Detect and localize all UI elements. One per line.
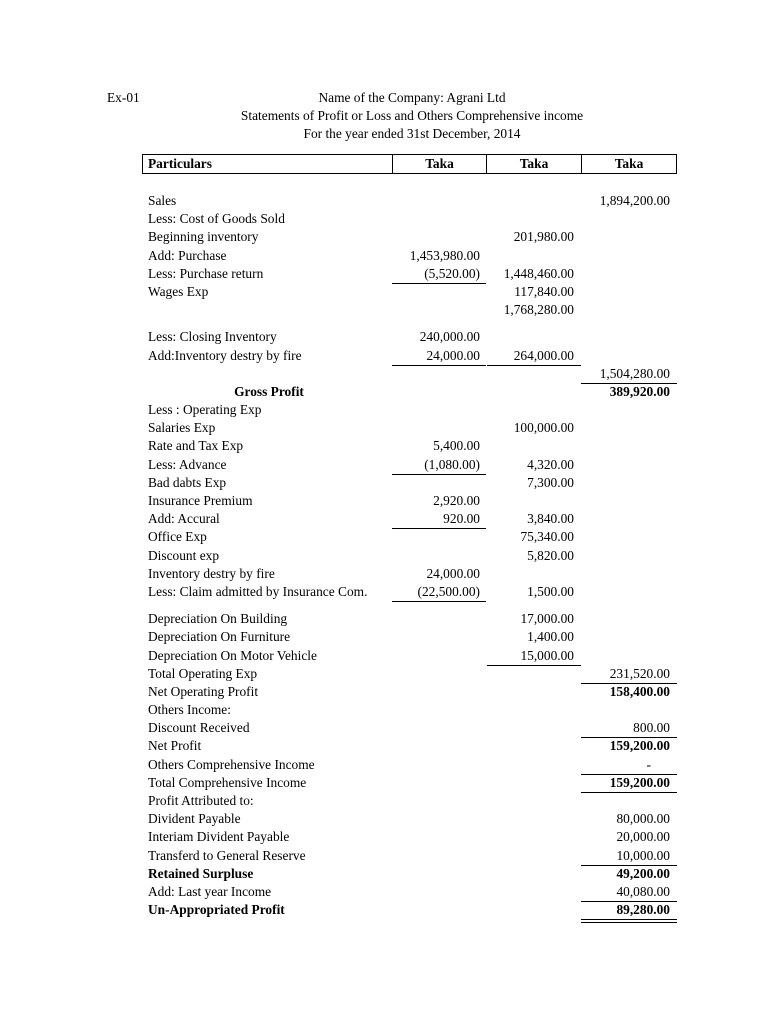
- statement-row: [0, 283, 768, 301]
- statement-row: [0, 647, 768, 665]
- column-header-particulars: Particulars: [142, 154, 393, 174]
- row-label: Office Exp: [148, 529, 207, 545]
- row-value: 117,840.00: [514, 283, 574, 299]
- row-value: 201,980.00: [513, 229, 574, 245]
- row-label: Depreciation On Furniture: [148, 629, 291, 645]
- statement-row: [0, 610, 768, 628]
- statement-row: [0, 510, 768, 528]
- row-value: 20,000.00: [616, 829, 670, 845]
- row-value: 89,280.00: [616, 902, 670, 918]
- statement-row: [0, 792, 768, 810]
- statement-row: [0, 547, 768, 565]
- row-label: Depreciation On Motor Vehicle: [148, 647, 317, 663]
- row-value: 49,200.00: [616, 865, 670, 881]
- row-value: 1,448,460.00: [503, 265, 574, 281]
- statement-row: [0, 492, 768, 510]
- statement-row: [0, 328, 768, 346]
- row-value: (1,080.00): [424, 456, 480, 472]
- statement-row: [0, 528, 768, 546]
- double-rule: [581, 919, 677, 923]
- statement-row: [0, 347, 768, 365]
- row-label: Profit Attributed to:: [148, 793, 254, 808]
- row-label: Less : Operating Exp: [148, 402, 262, 418]
- row-value: 158,400.00: [609, 683, 670, 699]
- row-label: Less: Purchase return: [148, 265, 264, 281]
- statement-row: [0, 210, 768, 228]
- row-value: 75,340.00: [520, 529, 574, 545]
- row-value: -: [646, 756, 651, 772]
- statement-row: [0, 401, 768, 419]
- row-value: 5,400.00: [433, 438, 480, 454]
- row-label: Gross Profit: [234, 383, 304, 399]
- statement-row: [0, 683, 768, 701]
- row-label: Less: Advance: [148, 456, 227, 472]
- row-label: Total Comprehensive Income: [148, 774, 307, 790]
- statement-row: [0, 419, 768, 437]
- row-value: 1,400.00: [527, 629, 574, 645]
- row-value: 159,200.00: [609, 774, 670, 790]
- row-value: 1,504,280.00: [599, 365, 670, 381]
- row-value: 100,000.00: [513, 420, 574, 436]
- row-label: Less: Cost of Goods Sold: [148, 211, 285, 227]
- exercise-label: Ex-01: [107, 90, 140, 105]
- company-name: Name of the Company: Agrani Ltd: [318, 90, 506, 105]
- row-value: 15,000.00: [520, 647, 574, 663]
- statement-row: [0, 583, 768, 601]
- row-label: Add: Accural: [148, 511, 220, 527]
- row-value: 389,920.00: [609, 383, 670, 399]
- row-label: Salaries Exp: [148, 420, 216, 436]
- statement-row: [0, 192, 768, 210]
- row-label: Less: Closing Inventory: [148, 329, 277, 345]
- row-label: Discount exp: [148, 547, 220, 563]
- row-value: 2,920.00: [433, 493, 480, 508]
- statement-row: [0, 719, 768, 737]
- statement-row: [0, 628, 768, 646]
- row-value: 5,820.00: [527, 547, 574, 563]
- statement-row: [0, 301, 768, 319]
- statement-period: For the year ended 31st December, 2014: [303, 126, 521, 141]
- row-label: Transferd to General Reserve: [148, 847, 306, 863]
- row-value: 1,500.00: [527, 583, 574, 599]
- statement-row: [0, 228, 768, 246]
- statement-row: [0, 701, 768, 719]
- column-header-taka-2: Taka: [486, 154, 582, 174]
- row-value: 24,000.00: [426, 347, 480, 363]
- statement-row: [0, 865, 768, 883]
- row-label: Beginning inventory: [148, 229, 259, 245]
- row-label: Insurance Premium: [148, 493, 253, 508]
- statement-row: [0, 756, 768, 774]
- row-value: 10,000.00: [616, 847, 670, 863]
- row-value: 231,520.00: [609, 665, 670, 681]
- statement-row: [0, 737, 768, 755]
- row-value: 240,000.00: [419, 329, 480, 345]
- row-label: Retained Surpluse: [148, 865, 254, 881]
- statement-row: [0, 901, 768, 919]
- row-label: Discount Received: [148, 720, 250, 736]
- row-value: 264,000.00: [513, 347, 574, 363]
- statement-body: [0, 192, 768, 919]
- row-value: 17,000.00: [520, 611, 574, 627]
- row-label: Rate and Tax Exp: [148, 438, 244, 454]
- row-value: 800.00: [633, 720, 670, 736]
- row-label: Inventory destry by fire: [148, 565, 275, 581]
- row-value: 159,200.00: [609, 738, 670, 754]
- row-value: 80,000.00: [616, 811, 670, 827]
- statement-row: [0, 437, 768, 455]
- row-value: 24,000.00: [426, 565, 480, 581]
- row-value: 7,300.00: [527, 474, 574, 490]
- row-label: Add: Purchase: [148, 247, 227, 263]
- row-value: 920.00: [443, 511, 480, 527]
- statement-row: [0, 847, 768, 865]
- statement-row: [0, 365, 768, 383]
- statement-row: [0, 565, 768, 583]
- row-label: Interiam Divident Payable: [148, 829, 290, 845]
- statement-row: [0, 774, 768, 792]
- row-value: 1,453,980.00: [409, 247, 480, 263]
- row-label: Divident Payable: [148, 811, 241, 827]
- row-label: Wages Exp: [148, 283, 209, 299]
- row-label: Net Operating Profit: [148, 683, 259, 699]
- statement-row: [0, 828, 768, 846]
- statement-row: [0, 810, 768, 828]
- row-label: Others Comprehensive Income: [148, 756, 315, 772]
- statement-title: Statements of Profit or Loss and Others Comprehensive income: [240, 108, 584, 123]
- subtotal-rule: [392, 601, 486, 602]
- row-value: 1,894,200.00: [599, 193, 670, 208]
- column-header-taka-3: Taka: [581, 154, 677, 174]
- statement-row: [0, 383, 768, 401]
- column-header-taka-1: Taka: [392, 154, 487, 174]
- statement-row: [0, 474, 768, 492]
- row-value: 40,080.00: [616, 883, 670, 899]
- row-value: (5,520.00): [424, 265, 480, 281]
- row-label: Add:Inventory destry by fire: [148, 347, 302, 363]
- row-label: Sales: [148, 193, 177, 208]
- statement-row: [0, 665, 768, 683]
- row-label: Bad dabts Exp: [148, 474, 227, 490]
- statement-row: [0, 456, 768, 474]
- row-value: (22,500.00): [417, 583, 480, 599]
- row-label: Total Operating Exp: [148, 665, 258, 681]
- row-label: Net Profit: [148, 738, 202, 754]
- row-label: Un-Appropriated Profit: [148, 902, 285, 918]
- row-value: 1,768,280.00: [503, 302, 574, 318]
- row-value: 4,320.00: [527, 456, 574, 472]
- row-label: Depreciation On Building: [148, 611, 288, 627]
- row-label: Others Income:: [148, 702, 231, 718]
- statement-row: [0, 883, 768, 901]
- statement-row: [0, 265, 768, 283]
- row-label: Add: Last year Income: [148, 883, 272, 899]
- row-label: Less: Claim admitted by Insurance Com.: [148, 583, 368, 599]
- row-value: 3,840.00: [527, 511, 574, 527]
- statement-row: [0, 247, 768, 265]
